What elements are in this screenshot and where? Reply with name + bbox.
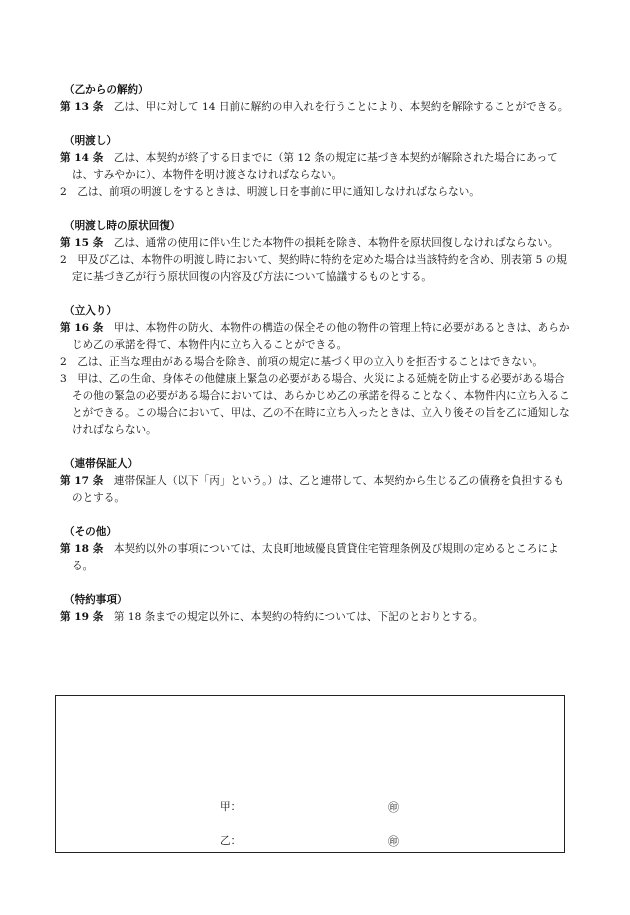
article-text bbox=[60, 609, 572, 626]
article-body: 甲は、本物件の防火、本物件の構造の保全その他の物件の管理上特に必要があるときは、あらかじめ乙の承諾を得て、本物件内に立ち入ることができる。 bbox=[72, 322, 570, 351]
article-paragraph: 2 甲及び乙は、本物件の明渡し時において、契約時に特約を定めた場合は当該特約を含め、別表第 5 の規定に基づき乙が行う原状回復の内容及び方法について協議するものとする。 bbox=[60, 254, 567, 283]
article-body: 第 18 条までの規定以外に、本契約の特約については、下記のとおりとする。 bbox=[113, 611, 484, 623]
article-heading: （連帯保証人） bbox=[64, 458, 139, 470]
party-b-signature-row bbox=[56, 833, 564, 850]
seal-icon: ㊞ bbox=[388, 835, 399, 848]
article-heading: （特約事項） bbox=[64, 594, 128, 606]
article-paragraph: 2 乙は、正当な理由がある場合を除き、前項の規定に基づく甲の立入りを拒否することはできない。 bbox=[60, 356, 544, 368]
article-text bbox=[60, 99, 572, 116]
contract-text bbox=[60, 82, 572, 643]
article-body: 乙は、甲に対して 14 日前に解約の申入れを行うことにより、本契約を解除することができる。 bbox=[113, 101, 569, 113]
section-article-13 bbox=[60, 82, 572, 116]
article-body: 本契約以外の事項については、太良町地域優良賃貸住宅管理条例及び規則の定めるところによる。 bbox=[72, 543, 559, 572]
article-number: 第 15 条 bbox=[60, 237, 104, 249]
article-number: 第 16 条 bbox=[60, 322, 104, 334]
article-body: 乙は、通常の使用に伴い生じた本物件の損耗を除き、本物件を原状回復しなければならない。 bbox=[113, 237, 559, 249]
seal-icon: ㊞ bbox=[388, 801, 399, 814]
party-b-label: 乙： bbox=[220, 835, 242, 847]
section-article-16 bbox=[60, 303, 572, 439]
article-text bbox=[60, 541, 572, 575]
article-paragraph: 2 乙は、前項の明渡しをするときは、明渡し日を事前に甲に通知しなければならない。 bbox=[60, 186, 480, 198]
article-number: 第 13 条 bbox=[60, 101, 104, 113]
article-body: 連帯保証人（以下「丙」という。）は、乙と連帯して、本契約から生じる乙の債務を負担するものとする。 bbox=[72, 475, 564, 504]
article-number: 第 18 条 bbox=[60, 543, 104, 555]
section-article-18 bbox=[60, 524, 572, 575]
special-terms-box bbox=[55, 695, 565, 853]
article-text bbox=[60, 473, 572, 507]
article-heading: （明渡し時の原状回復） bbox=[64, 220, 181, 232]
section-article-19 bbox=[60, 592, 572, 626]
section-article-14 bbox=[60, 133, 572, 201]
section-article-17 bbox=[60, 456, 572, 507]
party-a-signature-row bbox=[56, 799, 564, 816]
article-number: 第 14 条 bbox=[60, 152, 104, 164]
article-heading: （その他） bbox=[64, 526, 117, 538]
article-number: 第 17 条 bbox=[60, 475, 104, 487]
article-text bbox=[60, 235, 572, 252]
section-article-15 bbox=[60, 218, 572, 286]
article-text bbox=[60, 150, 572, 184]
party-a-label: 甲： bbox=[220, 801, 242, 813]
article-text bbox=[60, 320, 572, 354]
article-heading: （立入り） bbox=[64, 305, 117, 317]
article-paragraph: 3 甲は、乙の生命、身体その他健康上緊急の必要がある場合、火災による延焼を防止する必要がある場合その他の緊急の必要がある場合においては、あらかじめ乙の承諾を得ることなく、本物件内に立ち入ることができる。この場合において、甲は、乙の不在時に立ち入ったときは、立入り後その旨を乙に通知しなければならない。 bbox=[60, 373, 570, 436]
article-heading: （乙からの解約） bbox=[64, 84, 149, 96]
article-body: 乙は、本契約が終了する日までに（第 12 条の規定に基づき本契約が解除された場合にあっては、すみやかに）、本物件を明け渡さなければならない。 bbox=[72, 152, 558, 181]
article-number: 第 19 条 bbox=[60, 611, 104, 623]
article-heading: （明渡し） bbox=[64, 135, 117, 147]
